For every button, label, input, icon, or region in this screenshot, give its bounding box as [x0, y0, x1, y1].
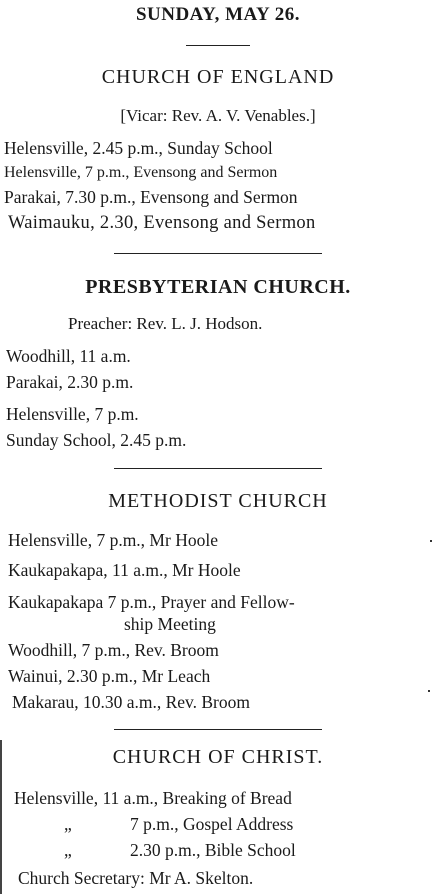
divider: [186, 45, 250, 46]
service-line: Helensville, 2.45 p.m., Sunday School: [4, 138, 273, 158]
ditto-mark: „: [64, 814, 72, 834]
service-line: Kaukapakapa, 11 a.m., Mr Hoole: [8, 560, 241, 580]
ditto-mark: „: [64, 840, 72, 860]
service-line: Parakai, 7.30 p.m., Evensong and Sermon: [4, 187, 298, 207]
secretary-line: Church Secretary: Mr A. Skelton.: [18, 868, 254, 888]
service-line: Woodhill, 7 p.m., Rev. Broom: [8, 640, 219, 660]
service-line: Sunday School, 2.45 p.m.: [6, 430, 187, 450]
presbyterian-heading: PRESBYTERIAN CHURCH.: [85, 276, 351, 298]
church-of-christ-heading: CHURCH OF CHRIST.: [112, 746, 324, 768]
service-line: Wainui, 2.30 p.m., Mr Leach: [8, 666, 211, 686]
service-line: 2.30 p.m., Bible School: [130, 840, 296, 860]
service-line: Helensville, 11 a.m., Breaking of Bread: [14, 788, 292, 808]
service-line: Helensville, 7 p.m., Mr Hoole: [8, 530, 218, 550]
service-line: Makarau, 10.30 a.m., Rev. Broom: [12, 692, 250, 712]
service-line: Helensville, 7 p.m., Evensong and Sermon: [4, 164, 278, 181]
print-speck: [430, 540, 432, 542]
vicar-line: [Vicar: Rev. A. V. Venables.]: [120, 106, 316, 125]
service-line: Helensville, 7 p.m.: [6, 404, 139, 424]
divider: [114, 468, 322, 469]
date-heading: SUNDAY, MAY 26.: [135, 4, 301, 25]
service-line: ship Meeting: [124, 614, 216, 634]
service-line: Parakai, 2.30 p.m.: [6, 372, 134, 392]
methodist-heading: METHODIST CHURCH: [108, 490, 328, 512]
church-of-england-heading: CHURCH OF ENGLAND: [101, 66, 335, 88]
service-line: Waimauku, 2.30, Evensong and Sermon: [8, 213, 316, 233]
divider: [114, 729, 322, 730]
service-line: Kaukapakapa 7 p.m., Prayer and Fellow-: [8, 592, 295, 612]
service-line: 7 p.m., Gospel Address: [130, 814, 294, 834]
divider: [114, 253, 322, 254]
print-speck: [428, 690, 430, 692]
service-line: Woodhill, 11 a.m.: [6, 346, 131, 366]
preacher-line: Preacher: Rev. L. J. Hodson.: [68, 314, 263, 333]
column-edge: [0, 740, 2, 894]
